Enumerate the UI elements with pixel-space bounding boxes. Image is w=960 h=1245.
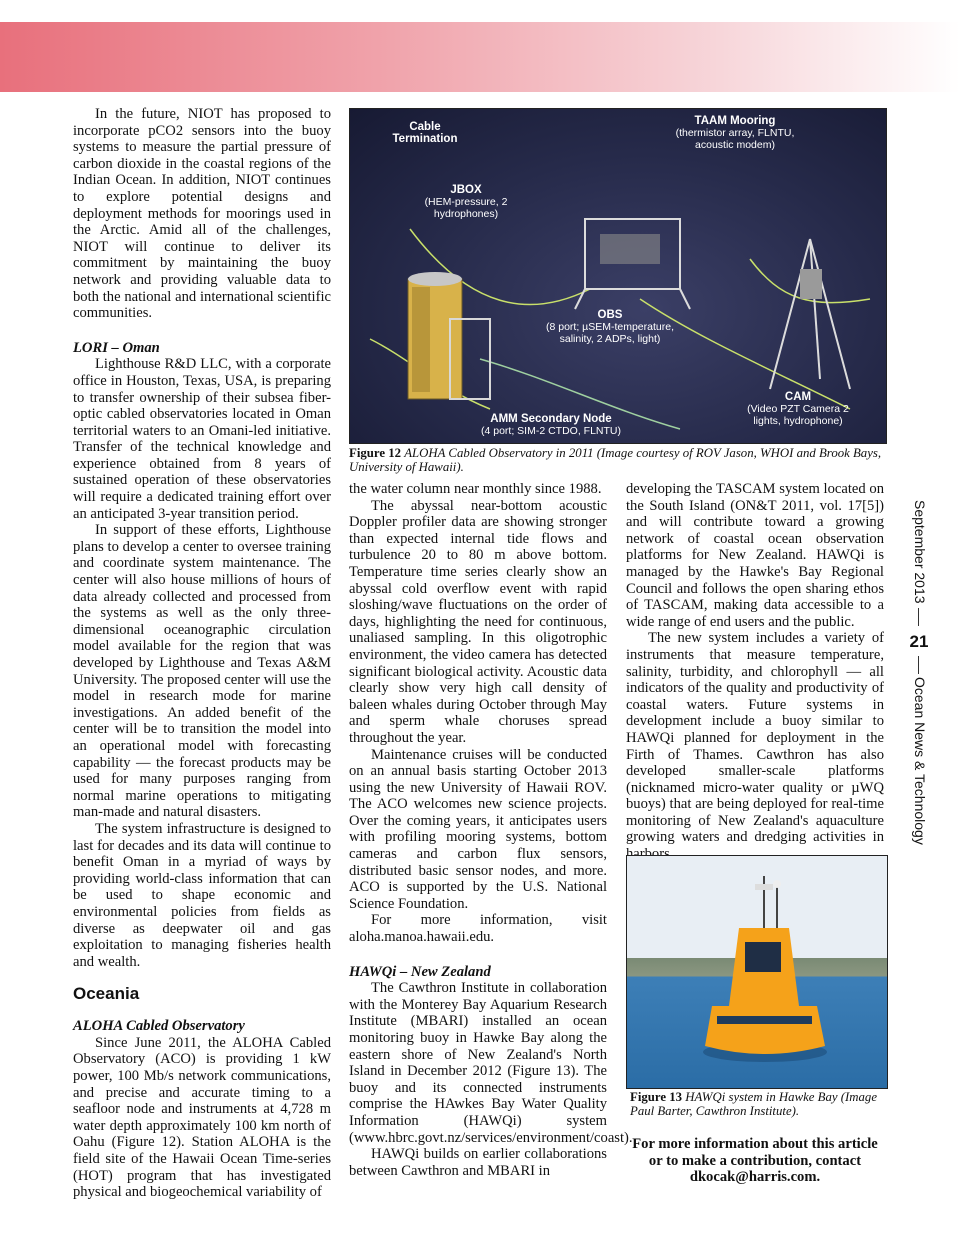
paragraph: The abyssal near-bottom acoustic Doppler profiler data are showing stronger than expected internal tide flows and turbulence 20 to 80 m above bottom. Temperature time series clearly show an abyssal cold overflow event with rapid sloshing/wave fluctuations on the order of days, highlighting the need for continuous, unaliased sampling. In this oligotrophic environment, the video camera has detected significant biological activity. Acoustic data clearly show very high call density of baleen whales during October through May and sperm whale choruses spread throughout the year. (349, 497, 607, 746)
paragraph: The Cawthron Institute in collaboration with the Monterey Bay Aquarium Research Institute (MBARI) installed an ocean monitoring buoy in Hawke Bay along the eastern shore of New Zealand's North Island in December 2012 (Figure 13). The buoy and its connected instruments comprise the HAwkes Bay Water Quality Information (HAWQi) system (www.hbrc.govt.nz/services/environment/coast). (349, 980, 633, 1146)
figure-13-caption: Figure 13 HAWQi system in Hawke Bay (Image Paul Barter, Cawthron Institute). (630, 1090, 877, 1118)
section-heading-hawqi: HAWQi – New Zealand (349, 963, 491, 980)
paragraph: For more information, visit aloha.manoa.hawaii.edu. (349, 912, 607, 946)
label-cam: CAM (Video PZT Camera 2 lights, hydrophone) (747, 391, 849, 427)
paragraph: HAWQi builds on earlier collaborations between Cawthron and MBARI in (349, 1146, 607, 1179)
label-jbox: JBOX (HEM-pressure, 2 hydrophones) (424, 184, 508, 220)
paragraph: developing the TASCAM system located on the South Island (ON&T 2011, vol. 17[5]) and will contribute toward a growing network of coastal ocean observation platforms for New Zealand. HAWQi is managed by the Hawke's Bay Regional Council and follows the open sharing ethos of TASCAM, making data accessible to a wide range of end users and the public. (626, 481, 884, 630)
paragraph: Maintenance cruises will be conducted on an annual basis starting October 2013 using the new University of Hawaii ROV. The ACO welcomes new science projects. Over the coming years, it anticipates users with profiling mooring systems, bottom cameras and carbon flux sensors, distributed basic sensor nodes, and more. ACO is supported by the U.S. National Science Foundation. (349, 746, 607, 912)
publication-name: Ocean News & Technology (912, 677, 928, 845)
paragraph: Since June 2011, the ALOHA Cabled Observatory (ACO) is providing 1 kW power, 100 Mb/s network communications, and precise and accurate timing to a seafloor node and instruments at 4,728 m water depth approximately 100 km north of Oahu (Figure 12). Station ALOHA is the field site of the Hawaii Ocean Time-series (HOT) program that has investigated physical and biogeochemical variability of (73, 1034, 331, 1201)
label-taam-mooring: TAAM Mooring (thermistor array, FLNTU, acoustic modem) (675, 115, 795, 151)
paragraph: The new system includes a variety of instruments that measure temperature, salinity, turbidity, and chlorophyll — all indicators of the quality and productivity of coastal waters. Future systems in development include a buoy similar to HAWQi planned for deployment in the Firth of Thames. Cawthron has also developed smaller-scale platforms (nicknamed micro-water quality or µWQ buoys) that are being deployed for real-time monitoring of New Zealand's aquaculture growing waters and dredging activities in (626, 630, 884, 846)
contact-note: For more information about this article or to make a contribution, contact dkocak@harris.com. (632, 1136, 878, 1186)
hawqi-buoy-illustration (627, 856, 887, 1088)
divider (918, 608, 919, 626)
section-heading-oceania: Oceania (73, 984, 140, 1004)
label-amm-secondary-node: AMM Secondary Node (4 port; SIM-2 CTDO, FLNTU) (480, 413, 621, 437)
subsection-heading-aloha: ALOHA Cabled Observatory (73, 1018, 245, 1035)
label-obs: OBS (8 port; µSEM-temperature, salinity, 2 ADPs, light) (545, 309, 674, 345)
paragraph: the water column near monthly since 1988. (349, 481, 602, 497)
paragraph: In the future, NIOT has proposed to incorporate pCO2 sensors into the buoy systems to measure the partial pressure of carbon dioxide in the coastal regions of the Indian Ocean. In addition, NIOT continues to explore potential designs and deployment methods for moorings used in the Arctic. Amid all of the challenges, NIOT will continue to deliver its commitment by maintaining the buoy network and providing valuable data to both the national and international scientific communities. (73, 106, 331, 322)
article-column-1 (73, 106, 331, 1201)
page-number: 21 (909, 632, 929, 651)
figure-12-caption: Figure 12 ALOHA Cabled Observatory in 2011 (Image courtesy of ROV Jason, WHOI and Brook Bays, University of Hawaii). (349, 446, 882, 474)
obs-frame (575, 219, 690, 309)
divider (918, 656, 919, 674)
paragraph: Lighthouse R&D LLC, with a corporate office in Houston, Texas, USA, is preparing to transfer ownership of their subsea fiber-optic cabled observatories located in Oman territorial waters to an Omani-led initiative. Transfer of the technical knowledge and experience obtained from 8 years of sustained operation of these observatories will require a dedicated training effort over an anticipated 3-year transition period. (73, 356, 331, 522)
issue-date: September 2013 (912, 500, 928, 604)
paragraph: The system infrastructure is designed to last for decades and its data will continue to benefit Oman in a myriad of ways by providing world-class information that can be used to shape economic and environmental policies from fields as diverse as deepwater oil and gas exploitation to managing fisheries health and wealth. (73, 820, 331, 970)
paragraph: In support of these efforts, Lighthouse plans to develop a center to oversee training and coordinate system maintenance. The center will also house millions of hours of data already collected and processed from the systems as well as the only three-dimensional oceanographic circulation model available for the region that was developed by Lighthouse and Texas A&M University. The proposed center will use the model in research mode for marine investigations. An added benefit of the center will be to transition the model into an operational model with forecasting capability — the forecast products may be used for many purposes ranging from normal marine operations to mitigating man-made and natural disasters. (73, 522, 331, 821)
header-banner (0, 22, 960, 92)
article-column-3 (626, 481, 884, 863)
article-column-2 (349, 481, 633, 1179)
figure-12-photo (349, 108, 887, 444)
taam-mooring-tripod (770, 239, 850, 389)
label-cable-termination: Cable Termination (392, 121, 458, 145)
section-heading-lori: LORI – Oman (73, 339, 160, 356)
figure-13-photo (626, 855, 888, 1089)
